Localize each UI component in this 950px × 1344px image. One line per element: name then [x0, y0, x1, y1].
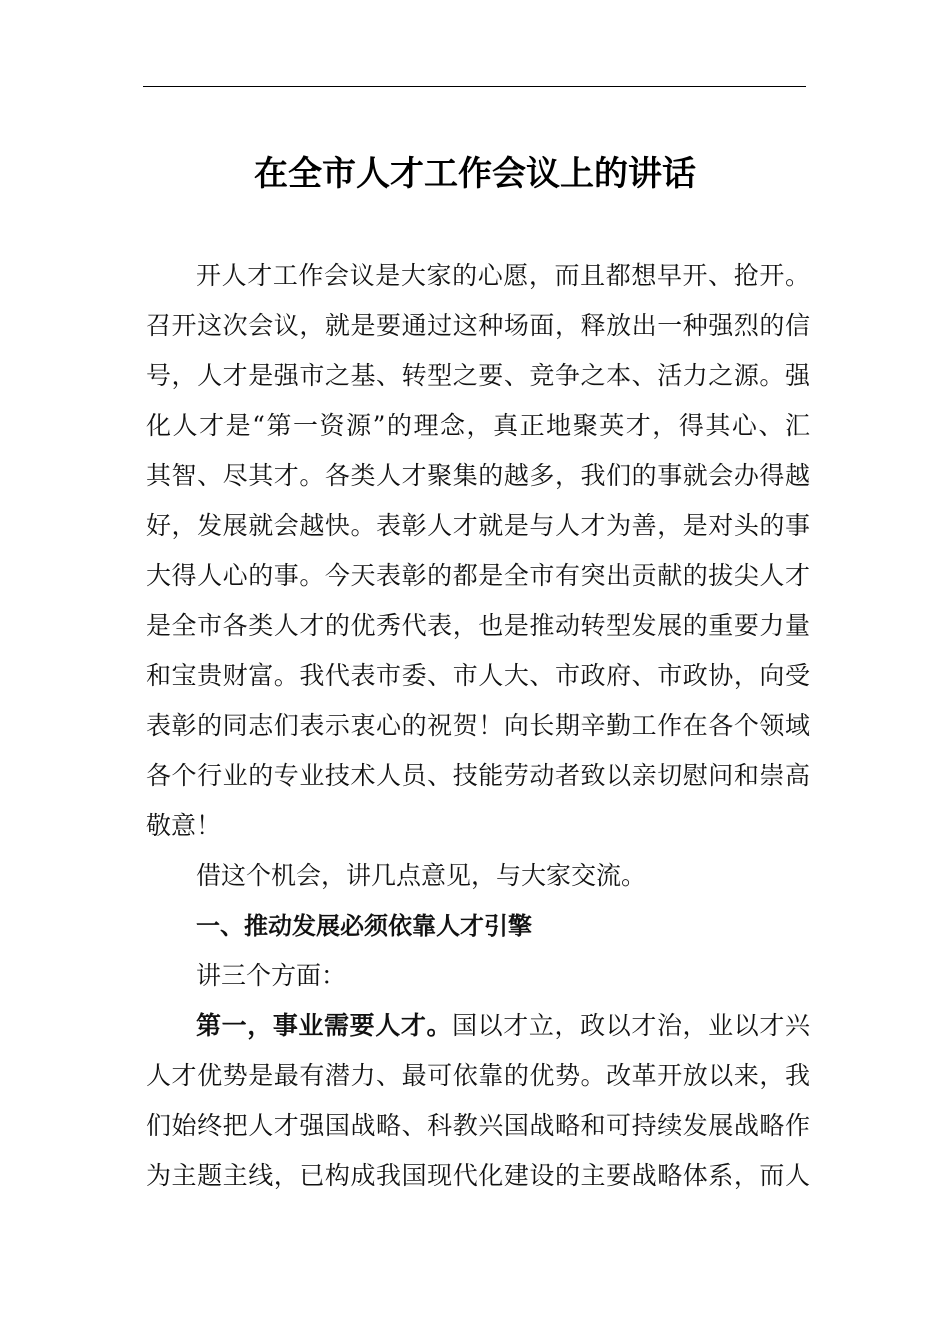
section-heading: 一、推动发展必须依靠人才引擎: [196, 912, 532, 940]
body-line: 开人才工作会议是大家的心愿，而且都想早开、抢开。: [196, 261, 810, 290]
body-line: 人才优势是最有潜力、最可依靠的优势。改革开放以来，我: [146, 1061, 810, 1090]
body-line: 讲三个方面：: [196, 961, 347, 990]
paragraph-lead: 第一，事业需要人才。: [196, 1011, 453, 1040]
body-line: 其智、尽其才。各类人才聚集的越多，我们的事就会办得越: [146, 461, 810, 490]
body-line: 敬意！: [146, 811, 222, 840]
body-line: [196, 1001, 810, 1051]
paragraph-text: 国以才立，政以才治，业以才兴: [452, 1011, 810, 1040]
body-line: 借这个机会，讲几点意见，与大家交流。: [196, 861, 647, 890]
body-line: 表彰的同志们表示衷心的祝贺！向长期辛勤工作在各个领域: [146, 711, 810, 740]
body-line: 和宝贵财富。我代表市委、市人大、市政府、市政协，向受: [146, 661, 810, 690]
page-title: 在全市人才工作会议上的讲话: [254, 154, 696, 194]
body-line: 各个行业的专业技术人员、技能劳动者致以亲切慰问和崇高: [146, 761, 810, 790]
body-line: 是全市各类人才的优秀代表，也是推动转型发展的重要力量: [146, 611, 810, 640]
body-line: 召开这次会议，就是要通过这种场面，释放出一种强烈的信: [146, 311, 810, 340]
body-line: 为主题主线，已构成我国现代化建设的主要战略体系，而人: [146, 1161, 810, 1190]
body-line: 大得人心的事。今天表彰的都是全市有突出贡献的拔尖人才: [146, 561, 810, 590]
body-line: 号，人才是强市之基、转型之要、竞争之本、活力之源。强: [146, 361, 810, 390]
header-rule: [143, 86, 806, 87]
body-line: 们始终把人才强国战略、科教兴国战略和可持续发展战略作: [146, 1111, 810, 1140]
body-line: 化人才是“第一资源”的理念，真正地聚英才，得其心、汇: [146, 411, 810, 440]
body-line: 好，发展就会越快。表彰人才就是与人才为善，是对头的事: [146, 511, 810, 540]
